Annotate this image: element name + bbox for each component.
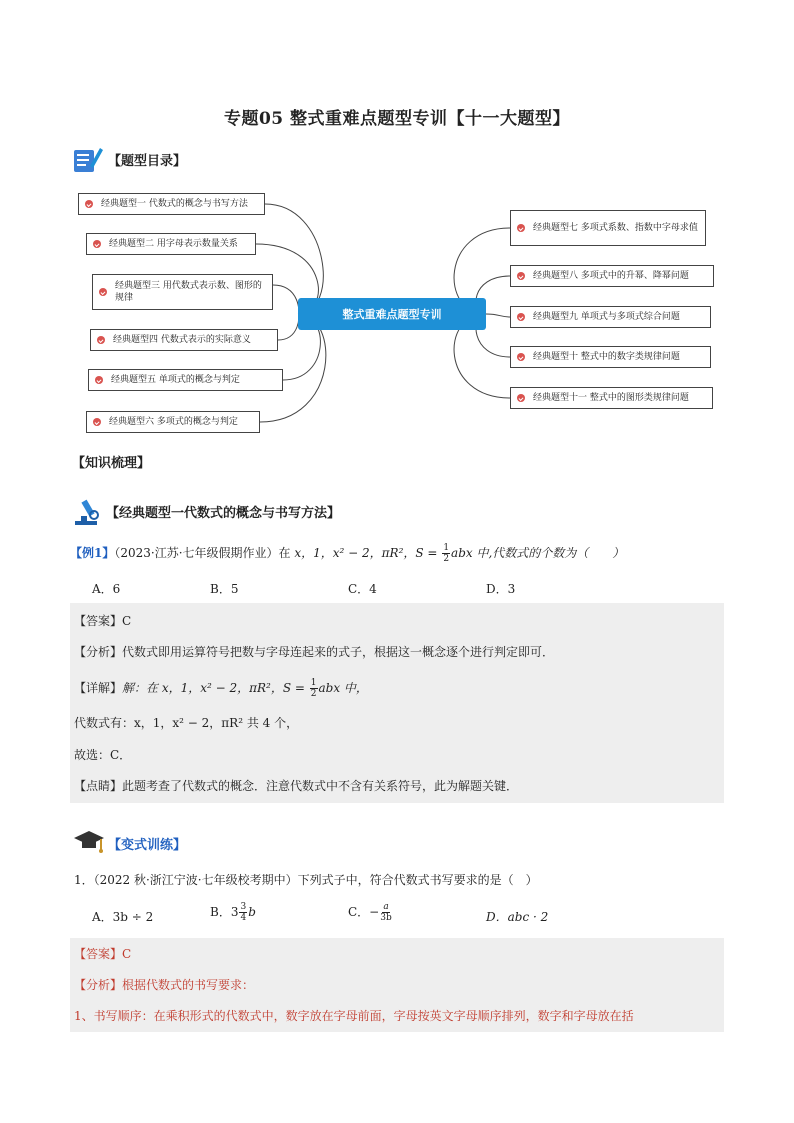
page-title: 专题05 整式重难点题型专训【十一大题型】 <box>223 109 571 129</box>
fraction: $\frac{a}{3b}$ <box>380 902 392 923</box>
toc-node-7[interactable]: 经典题型七 多项式系数、指数中字母求值 <box>510 210 706 246</box>
practice-heading: 【变式训练】 <box>108 838 187 853</box>
check-icon <box>93 240 101 248</box>
option-b[interactable]: B．5 <box>210 582 239 596</box>
toc-node-11[interactable]: 经典题型十一 整式中的图形类规律问题 <box>510 387 713 409</box>
toc-node-10[interactable]: 经典题型十 整式中的数字类规律问题 <box>510 346 711 368</box>
check-icon <box>517 224 525 232</box>
answer-block <box>70 603 724 803</box>
option-a[interactable]: A．6 <box>92 582 121 596</box>
section1-heading: 【经典题型一代数式的概念与书写方法】 <box>106 506 341 521</box>
check-icon <box>517 353 525 361</box>
fraction: $\frac{1}{2}$ <box>310 678 317 699</box>
analysis-line: 【分析】代数式即用运算符号把数与字母连起来的式子，根据这一概念逐个进行判定即可． <box>74 645 555 659</box>
toc-node-8[interactable]: 经典题型八 多项式中的升幂、降幂问题 <box>510 265 714 287</box>
option-d[interactable]: D．abc · 2 <box>486 910 549 924</box>
example1-stem: 【例1】（2023·江苏·七年级假期作业）在 x，1，x² − 2，πR²，S = $\frac{1}{2}$ abx 中,代数式的个数为（ ） <box>70 543 625 564</box>
toc-node-9[interactable]: 经典题型九 单项式与多项式综合问题 <box>510 306 711 328</box>
example-tag: 【例1】 <box>70 546 115 560</box>
question-1: 1．（2022 秋·浙江宁波·七年级校考期中）下列式子中，符合代数式书写要求的是（ ） <box>74 873 538 887</box>
fraction: $\frac{1}{2}$ <box>443 543 450 564</box>
analysis-line: 【分析】根据代数式的书写要求： <box>74 978 255 992</box>
toc-node-5[interactable]: 经典题型五 单项式的概念与判定 <box>88 369 283 391</box>
comment-line: 【点睛】此题考查了代数式的概念．注意代数式中不含有关系符号，此为解题关键． <box>74 779 519 793</box>
rule-line: 1、书写顺序：在乘积形式的代数式中，数字放在字母前面，字母按英文字母顺序排列，数字和字母放在括 <box>74 1009 634 1023</box>
detail-line: 【详解】解：在 x，1，x² − 2，πR²，S = $\frac{1}{2}$ abx 中， <box>74 678 368 699</box>
detail-line-2: 代数式有：x，1，x² − 2，πR² 共 4 个， <box>74 716 299 730</box>
check-icon <box>85 200 93 208</box>
check-icon <box>93 418 101 426</box>
toc-mindmap <box>0 180 794 440</box>
option-c[interactable]: C．− $\frac{a}{3b}$ <box>348 902 392 923</box>
check-icon <box>97 336 105 344</box>
fraction: $\frac{3}{4}$ <box>240 902 247 923</box>
answer-line: 【答案】C <box>74 947 132 961</box>
toc-node-4[interactable]: 经典题型四 代数式表示的实际意义 <box>90 329 278 351</box>
check-icon <box>99 288 107 296</box>
option-a[interactable]: A．3b ÷ 2 <box>92 910 154 924</box>
toc-heading: 【题型目录】 <box>108 154 187 169</box>
knowledge-heading: 【知识梳理】 <box>72 456 151 471</box>
microscope-icon <box>72 496 104 526</box>
check-icon <box>517 394 525 402</box>
check-icon <box>517 272 525 280</box>
toc-node-6[interactable]: 经典题型六 多项式的概念与判定 <box>86 411 260 433</box>
option-b[interactable]: B．3 $\frac{3}{4}$ b <box>210 902 256 923</box>
toc-center-node: 整式重难点题型专训 <box>298 298 486 330</box>
graduation-cap-icon <box>72 828 106 856</box>
answer-line: 【答案】C <box>74 614 132 628</box>
toc-node-3[interactable]: 经典题型三 用代数式表示数、图形的规律 <box>92 274 273 310</box>
toc-node-2[interactable]: 经典题型二 用字母表示数量关系 <box>86 233 256 255</box>
detail-line-3: 故选：C． <box>74 748 132 762</box>
check-icon <box>95 376 103 384</box>
option-d[interactable]: D．3 <box>486 582 516 596</box>
option-c[interactable]: C．4 <box>348 582 377 596</box>
edit-icon <box>72 144 104 174</box>
toc-node-1[interactable]: 经典题型一 代数式的概念与书写方法 <box>78 193 265 215</box>
check-icon <box>517 313 525 321</box>
